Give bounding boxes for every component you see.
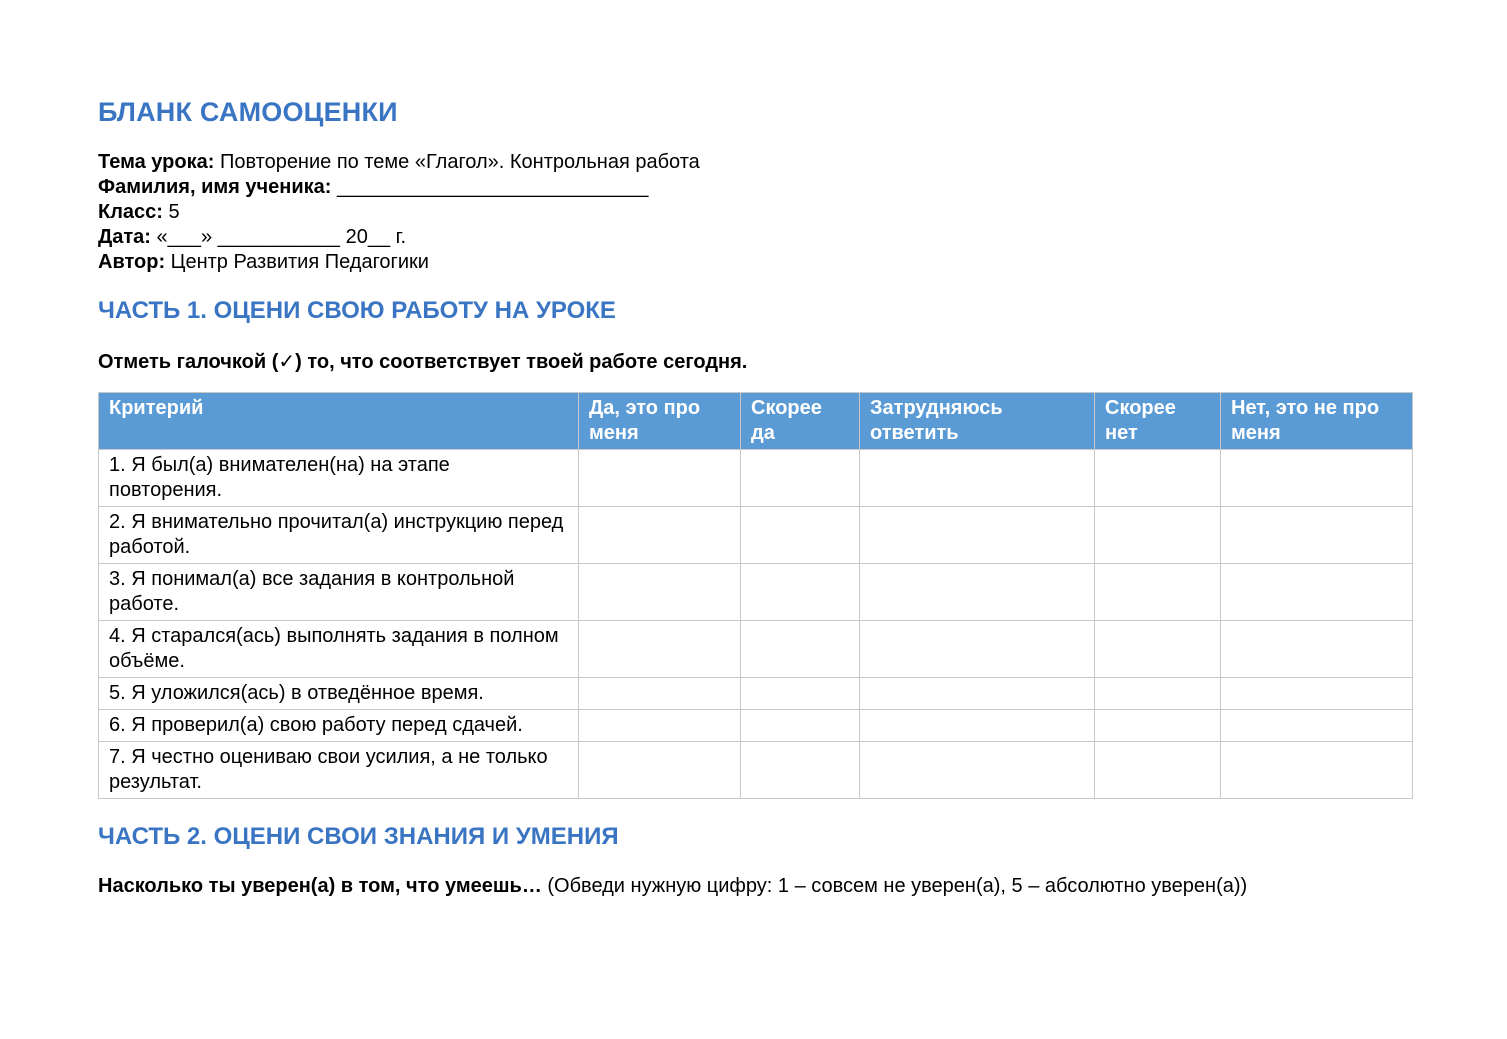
column-header-no: Нет, это не про меня — [1221, 393, 1413, 450]
meta-date-label: Дата: — [98, 226, 151, 248]
answer-cell[interactable] — [1221, 678, 1413, 710]
answer-cell[interactable] — [860, 678, 1095, 710]
answer-cell[interactable] — [1221, 742, 1413, 799]
answer-cell[interactable] — [1221, 621, 1413, 678]
answer-cell[interactable] — [741, 564, 860, 621]
column-header-hard-to-say: Затрудняюсь ответить — [860, 393, 1095, 450]
column-header-rather-yes: Скорее да — [741, 393, 860, 450]
answer-cell[interactable] — [1095, 742, 1221, 799]
part2-title: ЧАСТЬ 2. ОЦЕНИ СВОИ ЗНАНИЯ И УМЕНИЯ — [98, 823, 619, 850]
worksheet-page — [98, 94, 1412, 899]
meta-topic — [98, 150, 1412, 175]
answer-cell[interactable] — [1221, 507, 1413, 564]
answer-cell[interactable] — [741, 507, 860, 564]
column-header-criterion: Критерий — [99, 393, 579, 450]
meta-student — [98, 175, 1412, 200]
answer-cell[interactable] — [860, 742, 1095, 799]
meta-topic-label: Тема урока: — [98, 151, 215, 173]
meta-author-label: Автор: — [98, 251, 166, 273]
criteria-table — [98, 392, 1413, 799]
answer-cell[interactable] — [741, 450, 860, 507]
answer-cell[interactable] — [741, 742, 860, 799]
answer-cell[interactable] — [1221, 450, 1413, 507]
answer-cell[interactable] — [579, 450, 741, 507]
lesson-meta — [98, 150, 1412, 275]
table-row — [99, 742, 1413, 799]
meta-date-value: «___» ___________ 20__ г. — [150, 226, 407, 248]
answer-cell[interactable] — [579, 507, 741, 564]
answer-cell[interactable] — [1095, 710, 1221, 742]
table-row — [99, 564, 1413, 621]
table-row — [99, 621, 1413, 678]
answer-cell[interactable] — [1221, 564, 1413, 621]
table-row — [99, 507, 1413, 564]
answer-cell[interactable] — [579, 564, 741, 621]
criterion-cell: 6. Я проверил(а) свою работу перед сдачей. — [99, 710, 579, 742]
part1-title: ЧАСТЬ 1. ОЦЕНИ СВОЮ РАБОТУ НА УРОКЕ — [98, 297, 616, 324]
answer-cell[interactable] — [1095, 450, 1221, 507]
meta-class-value: 5 — [162, 201, 180, 223]
criterion-cell: 4. Я старался(ась) выполнять задания в полном объёме. — [99, 621, 579, 678]
answer-cell[interactable] — [860, 564, 1095, 621]
answer-cell[interactable] — [1221, 710, 1413, 742]
criterion-cell: 1. Я был(а) внимателен(на) на этапе повторения. — [99, 450, 579, 507]
answer-cell[interactable] — [579, 742, 741, 799]
answer-cell[interactable] — [579, 621, 741, 678]
part2-instruction — [98, 873, 1412, 899]
meta-author — [98, 250, 1412, 275]
meta-student-label: Фамилия, имя ученика: — [98, 176, 332, 198]
meta-class — [98, 200, 1412, 225]
answer-cell[interactable] — [1095, 621, 1221, 678]
column-header-rather-no: Скорее нет — [1095, 393, 1221, 450]
answer-cell[interactable] — [1095, 678, 1221, 710]
answer-cell[interactable] — [860, 621, 1095, 678]
answer-cell[interactable] — [860, 507, 1095, 564]
part1-instruction: Отметь галочкой (✓) то, что соответствует твоей работе сегодня. — [98, 351, 748, 373]
part2-instruction-bold: Насколько ты уверен(а) в том, что умеешь… — [98, 875, 542, 897]
criterion-cell: 3. Я понимал(а) все задания в контрольной работе. — [99, 564, 579, 621]
criterion-cell: 7. Я честно оцениваю свои усилия, а не только результат. — [99, 742, 579, 799]
answer-cell[interactable] — [579, 678, 741, 710]
meta-author-value: Центр Развития Педагогики — [165, 251, 429, 273]
table-row — [99, 678, 1413, 710]
table-row — [99, 450, 1413, 507]
document-title: БЛАНК САМООЦЕНКИ — [98, 97, 398, 127]
table-row — [99, 710, 1413, 742]
answer-cell[interactable] — [741, 678, 860, 710]
answer-cell[interactable] — [1095, 564, 1221, 621]
criterion-cell: 2. Я внимательно прочитал(а) инструкцию перед работой. — [99, 507, 579, 564]
answer-cell[interactable] — [579, 710, 741, 742]
table-header-row — [99, 393, 1413, 450]
meta-date — [98, 225, 1412, 250]
answer-cell[interactable] — [1095, 507, 1221, 564]
meta-topic-value: Повторение по теме «Глагол». Контрольная работа — [214, 151, 700, 173]
part2-instruction-note: (Обведи нужную цифру: 1 – совсем не уверен(а), 5 – абсолютно уверен(а)) — [541, 875, 1248, 897]
meta-class-label: Класс: — [98, 201, 163, 223]
answer-cell[interactable] — [741, 710, 860, 742]
meta-student-value: ____________________________ — [331, 176, 649, 198]
column-header-yes: Да, это про меня — [579, 393, 741, 450]
answer-cell[interactable] — [860, 710, 1095, 742]
criterion-cell: 5. Я уложился(ась) в отведённое время. — [99, 678, 579, 710]
answer-cell[interactable] — [741, 621, 860, 678]
answer-cell[interactable] — [860, 450, 1095, 507]
